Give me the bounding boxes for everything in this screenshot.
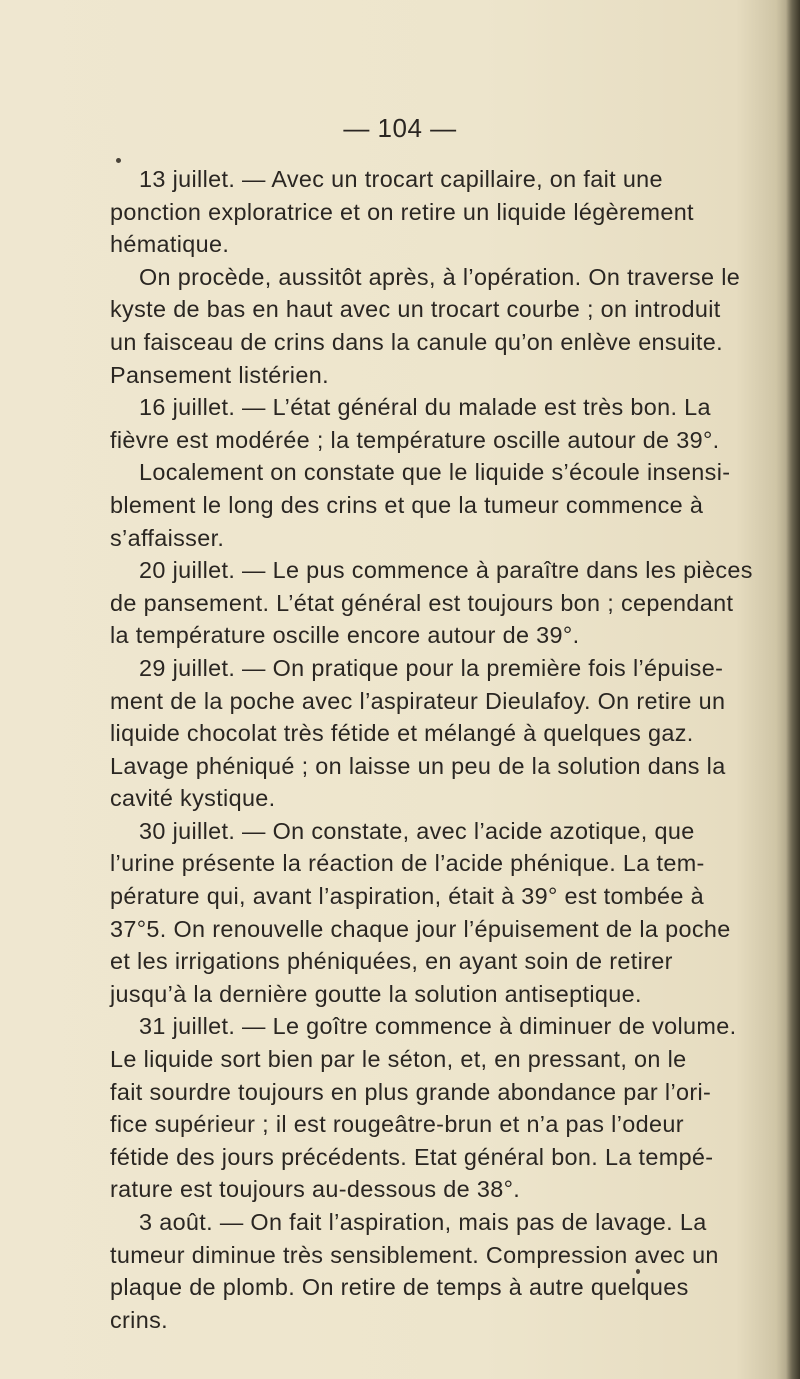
text-line: Le liquide sort bien par le séton, et, en pressant, on le [110, 1046, 687, 1073]
page-number: — 104 — [343, 113, 457, 143]
text-line: tumeur diminue très sensiblement. Compression avec un [110, 1241, 719, 1268]
text-line: blement le long des crins et que la tumeur commence à [110, 491, 704, 518]
text-line: et les irrigations phéniquées, en ayant soin de retirer [110, 948, 673, 975]
text-line: 29 juillet. — On pratique pour la première fois l’épuise- [139, 654, 724, 681]
text-line: kyste de bas en haut avec un trocart courbe ; on introduit [110, 296, 721, 323]
page-edge-shadow [786, 0, 800, 1379]
text-line: 37°5. On renouvelle chaque jour l’épuisement de la poche [110, 915, 731, 942]
text-line: crins. [110, 1306, 168, 1333]
text-line: un faisceau de crins dans la canule qu’on enlève ensuite. [110, 328, 723, 355]
text-line: rature est toujours au-dessous de 38°. [110, 1176, 521, 1203]
text-line: ponction exploratrice et on retire un liquide légèrement [110, 198, 694, 225]
text-line: hématique. [110, 231, 230, 258]
text-line: fétide des jours précédents. Etat général bon. La tempé- [110, 1143, 714, 1170]
text-line: liquide chocolat très fétide et mélangé à quelques gaz. [110, 720, 694, 747]
text-line: 30 juillet. — On constate, avec l’acide azotique, que [139, 817, 695, 844]
text-line: Localement on constate que le liquide s’écoule insensi- [139, 459, 731, 486]
text-line: l’urine présente la réaction de l’acide phénique. La tem- [110, 850, 705, 877]
text-line: la température oscille encore autour de 39°. [110, 622, 580, 649]
text-line: cavité kystique. [110, 785, 276, 812]
text-line: Pansement listérien. [110, 361, 329, 388]
text-line: plaque de plomb. On retire de temps à autre quelques [110, 1274, 689, 1301]
text-line: Lavage phéniqué ; on laisse un peu de la solution dans la [110, 752, 726, 779]
text-line: 16 juillet. — L’état général du malade est très bon. La [139, 394, 711, 421]
text-line: 31 juillet. — Le goître commence à diminuer de volume. [139, 1013, 737, 1040]
text-line: jusqu’à la dernière goutte la solution antiseptique. [110, 980, 642, 1007]
ink-speck [116, 158, 121, 163]
text-line: ment de la poche avec l’aspirateur Dieulafoy. On retire un [110, 687, 726, 714]
text-line: s’affaisser. [110, 524, 225, 551]
text-line: 13 juillet. — Avec un trocart capillaire, on fait une [139, 166, 663, 192]
text-line: pérature qui, avant l’aspiration, était à 39° est tombée à [110, 883, 704, 910]
text-line: 20 juillet. — Le pus commence à paraître dans les pièces [139, 557, 753, 584]
text-line: de pansement. L’état général est toujours bon ; cependant [110, 589, 734, 616]
text-line: fice supérieur ; il est rougeâtre-brun et n’a pas l’odeur [110, 1111, 684, 1138]
ink-speck [636, 1269, 640, 1274]
text-line: fait sourdre toujours en plus grande abondance par l’ori- [110, 1078, 712, 1105]
text-line: fièvre est modérée ; la température oscille autour de 39°. [110, 426, 720, 453]
text-line: 3 août. — On fait l’aspiration, mais pas de lavage. La [139, 1209, 707, 1235]
body-text [110, 163, 753, 1336]
text-line: On procède, aussitôt après, à l’opération. On traverse le [139, 263, 741, 290]
